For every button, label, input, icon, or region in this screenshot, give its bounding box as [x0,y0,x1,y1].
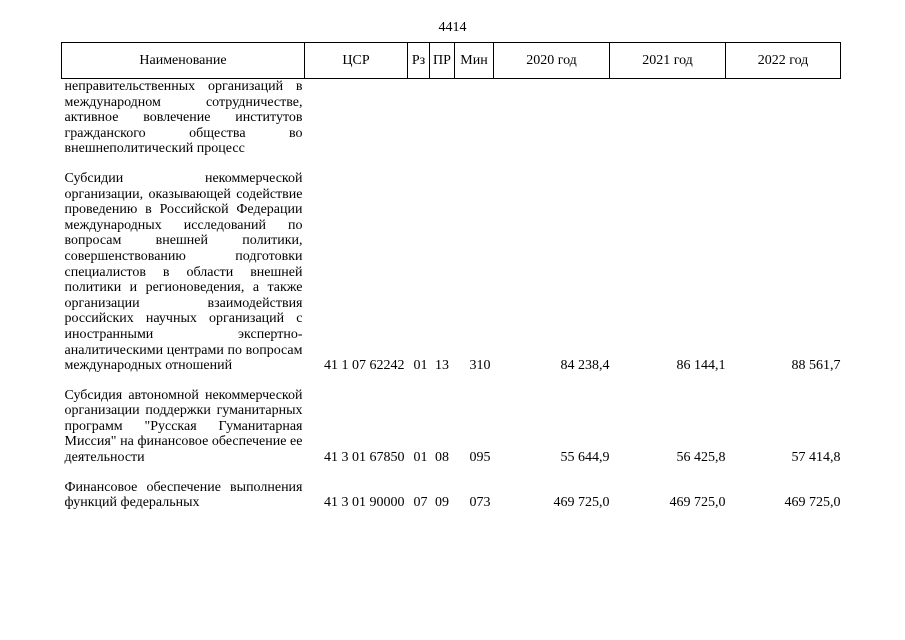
row-pr: 08 [435,450,449,466]
row-csr [305,79,408,157]
row-name: Субсидия автономной некоммерческой организации поддержки гуманитарных программ "Русская Гуманитарная Миссия" на финансовое обеспечение ее деятельности [64,387,303,466]
budget-table [61,42,841,511]
row-min: 095 [469,450,491,466]
row-csr: 41 3 01 67850 [324,450,405,466]
row-rz: 01 [413,450,428,466]
row-name: неправительственных организаций в международном сотрудничестве, активное вовлечение институтов гражданского общества во внешнеполитический процесс [64,79,303,157]
header-2020: 2020 год [494,43,610,79]
header-pr: ПР [430,43,455,79]
table-row [62,171,841,374]
row-min: 073 [469,495,491,511]
row-csr: 41 1 07 62242 [324,358,405,374]
row-csr: 41 3 01 90000 [324,495,405,511]
table-row [62,79,841,157]
table-header-row [62,43,841,79]
row-pr: 13 [435,358,449,374]
row-name: Субсидии некоммерческой организации, оказывающей содействие проведению в Российской Федерации международных исследований по вопросам внешней политики, совершенствованию подготовки специалистов в области внешней политики и регионоведения, а также организации взаимодействия российских научных организаций с иностранными экспертно-аналитическими центрами по вопросам международных отношений [64,170,303,374]
row-2020: 55 644,9 [560,450,610,466]
row-rz [408,79,430,157]
row-name: Финансовое обеспечение выполнения функций федеральных [64,479,303,511]
header-2021: 2021 год [610,43,726,79]
row-2022 [726,79,841,157]
row-2021: 469 725,0 [669,495,726,511]
header-name: Наименование [62,43,305,79]
row-min: 310 [469,358,491,374]
row-2020 [494,79,610,157]
row-min [455,79,494,157]
row-pr [430,79,455,157]
row-rz: 07 [413,495,428,511]
row-2020: 84 238,4 [560,358,610,374]
row-2021: 56 425,8 [676,450,726,466]
header-2022: 2022 год [726,43,841,79]
row-2022: 57 414,8 [791,450,841,466]
row-rz: 01 [413,358,428,374]
header-min: Мин [455,43,494,79]
row-2020: 469 725,0 [553,495,610,511]
page-number: 4414 [438,20,467,35]
table-row [62,388,841,466]
header-rz: Рз [408,43,430,79]
row-2021: 86 144,1 [676,358,726,374]
header-csr: ЦСР [305,43,408,79]
row-2022: 88 561,7 [791,358,841,374]
row-pr: 09 [435,495,449,511]
row-2021 [610,79,726,157]
row-2022: 469 725,0 [784,495,841,511]
table-row [62,480,841,511]
